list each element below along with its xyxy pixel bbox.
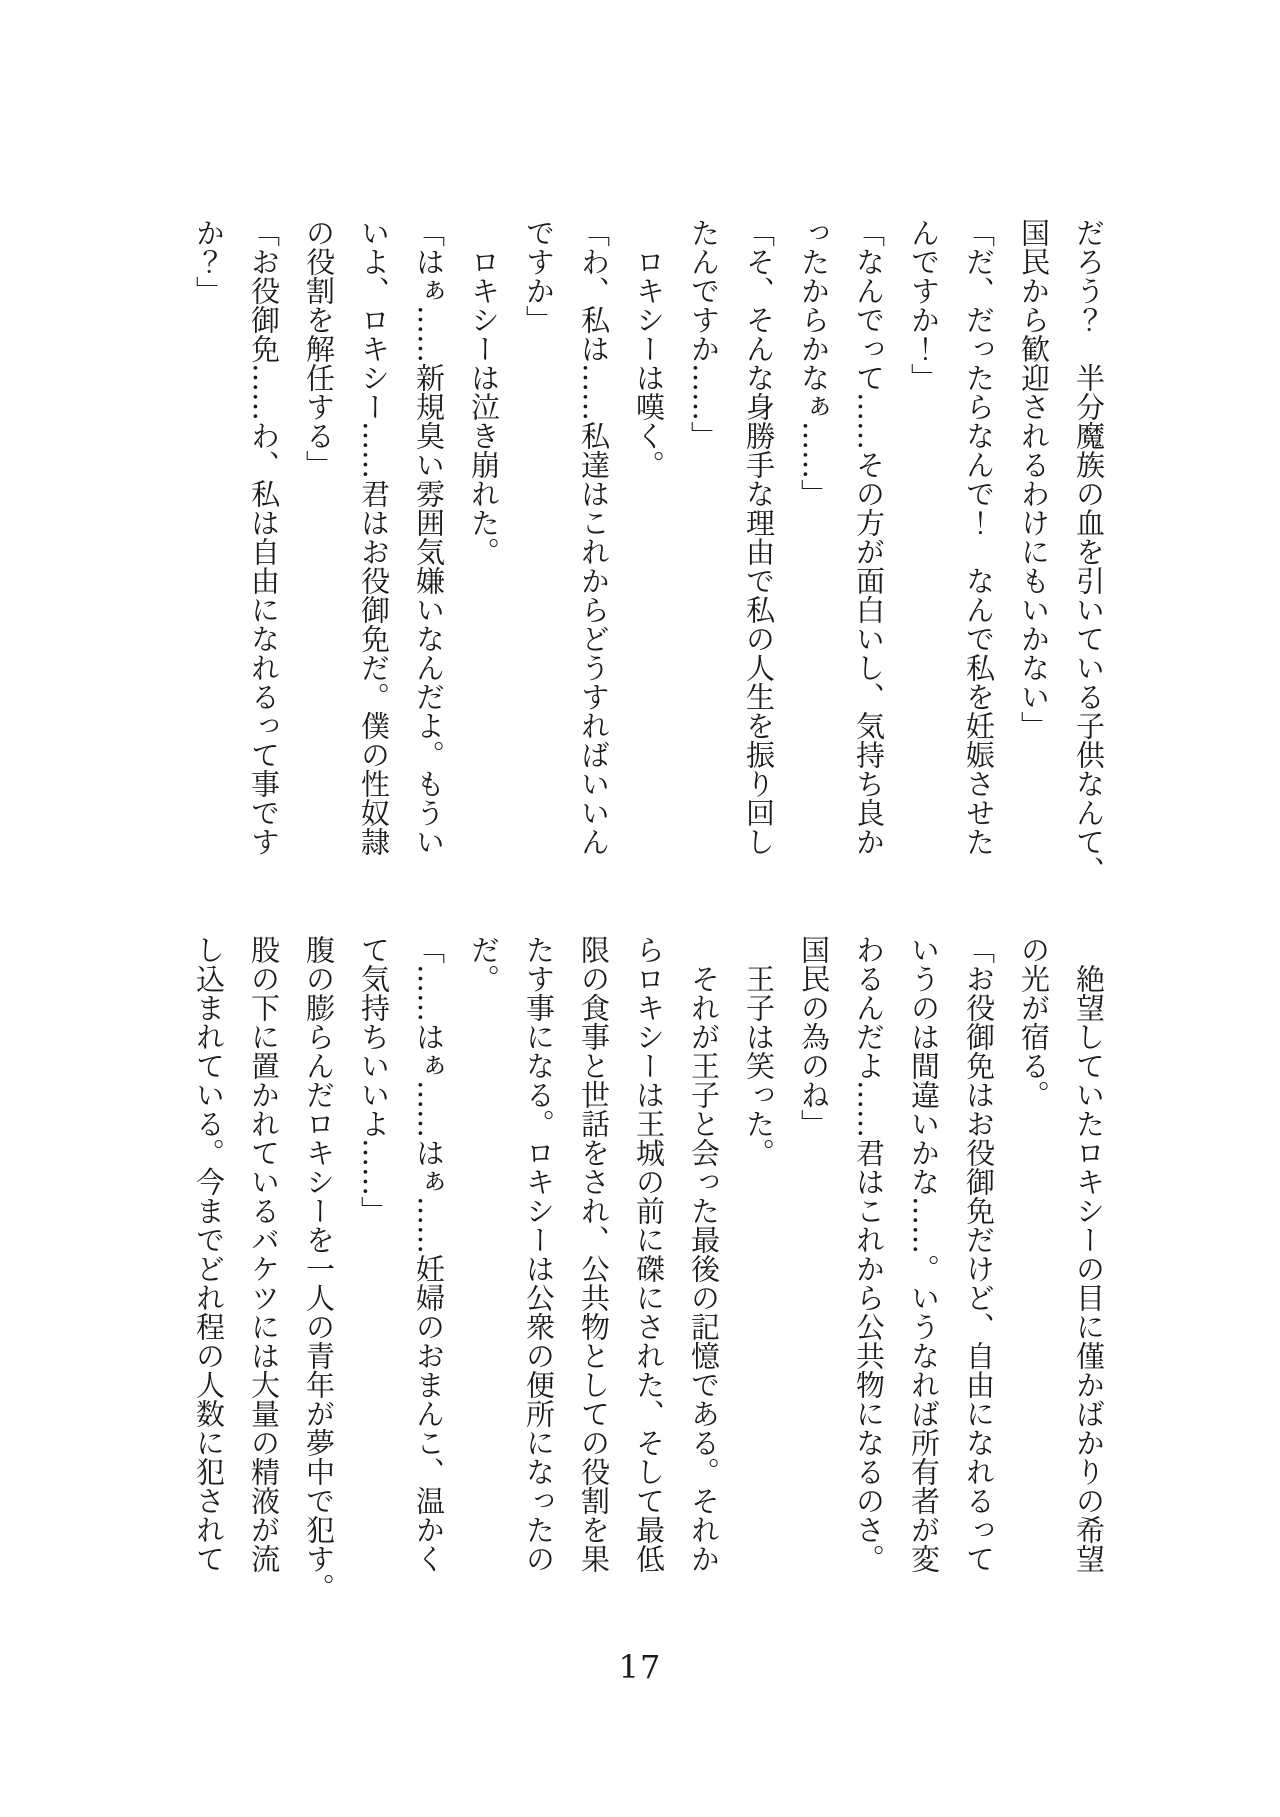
- text-column: いよ、ロキシー……君はお役御免だ。僕の性奴隷: [357, 218, 391, 856]
- text-column: 「なんでって……その方が面白いし、気持ち良か: [852, 218, 886, 856]
- text-column: て気持ちいいよ……」: [357, 935, 391, 1225]
- text-column: いうのは間違いかな……。いうなれば所有者が変: [907, 935, 941, 1573]
- text-column: ロキシーは嘆く。: [632, 218, 666, 479]
- text-column: 「お役御免はお役御免だけど、自由になれるって: [962, 935, 996, 1573]
- text-column: 絶望していたロキシーの目に僅かばかりの希望: [1072, 935, 1106, 1573]
- text-column: 国民から歓迎されるわけにもいかない」: [1017, 218, 1051, 740]
- text-column: ったからかなぁ……」: [797, 218, 831, 508]
- text-column: 「わ、私は……私達はこれからどうすればいいん: [577, 218, 611, 856]
- text-column: それが王子と会った最後の記憶である。それか: [687, 935, 721, 1573]
- text-column: 「だ、だったらなんで！ なんで私を妊娠させた: [962, 218, 996, 856]
- text-column: 「……はぁ……はぁ……妊婦のおまんこ、温かく: [412, 935, 446, 1573]
- text-column: 腹の膨らんだロキシーを一人の青年が夢中で犯す。: [302, 935, 336, 1602]
- text-column: 限の食事と世話をされ、公共物としての役割を果: [577, 935, 611, 1573]
- text-column: たす事になる。ロキシーは公衆の便所になったの: [522, 935, 556, 1573]
- page-number: 17: [618, 1648, 662, 1686]
- text-column: の光が宿る。: [1017, 935, 1051, 1109]
- text-column: 「お役御免……わ、私は自由になれるって事です: [247, 218, 281, 856]
- text-block-bottom: [180, 935, 1116, 1611]
- text-column: ですか」: [522, 218, 556, 334]
- text-column: か？」: [192, 218, 226, 305]
- text-column: らロキシーは王城の前に磔にされた、そして最低: [632, 935, 666, 1573]
- text-column: たんですか……」: [687, 218, 721, 450]
- text-column: んですか！」: [907, 218, 941, 392]
- text-column: ロキシーは泣き崩れた。: [467, 218, 501, 566]
- text-column: 国民の為のね」: [797, 935, 831, 1138]
- text-column: だ。: [467, 935, 501, 993]
- text-column: し込まれている。今までどれ程の人数に犯されて: [192, 935, 226, 1573]
- text-column: 股の下に置かれているバケツには大量の精液が流: [247, 935, 281, 1573]
- text-column: わるんだよ……君はこれから公共物になるのさ。: [852, 935, 886, 1573]
- text-column: 「そ、そんな身勝手な理由で私の人生を振り回し: [742, 218, 776, 856]
- text-column: 王子は笑った。: [742, 935, 776, 1167]
- text-column: だろう？ 半分魔族の血を引いている子供なんて、: [1072, 218, 1106, 885]
- text-column: 「はぁ……新規臭い雰囲気嫌いなんだよ。もうい: [412, 218, 446, 856]
- text-column: の役割を解任する」: [302, 218, 336, 479]
- text-block-top: [180, 218, 1116, 894]
